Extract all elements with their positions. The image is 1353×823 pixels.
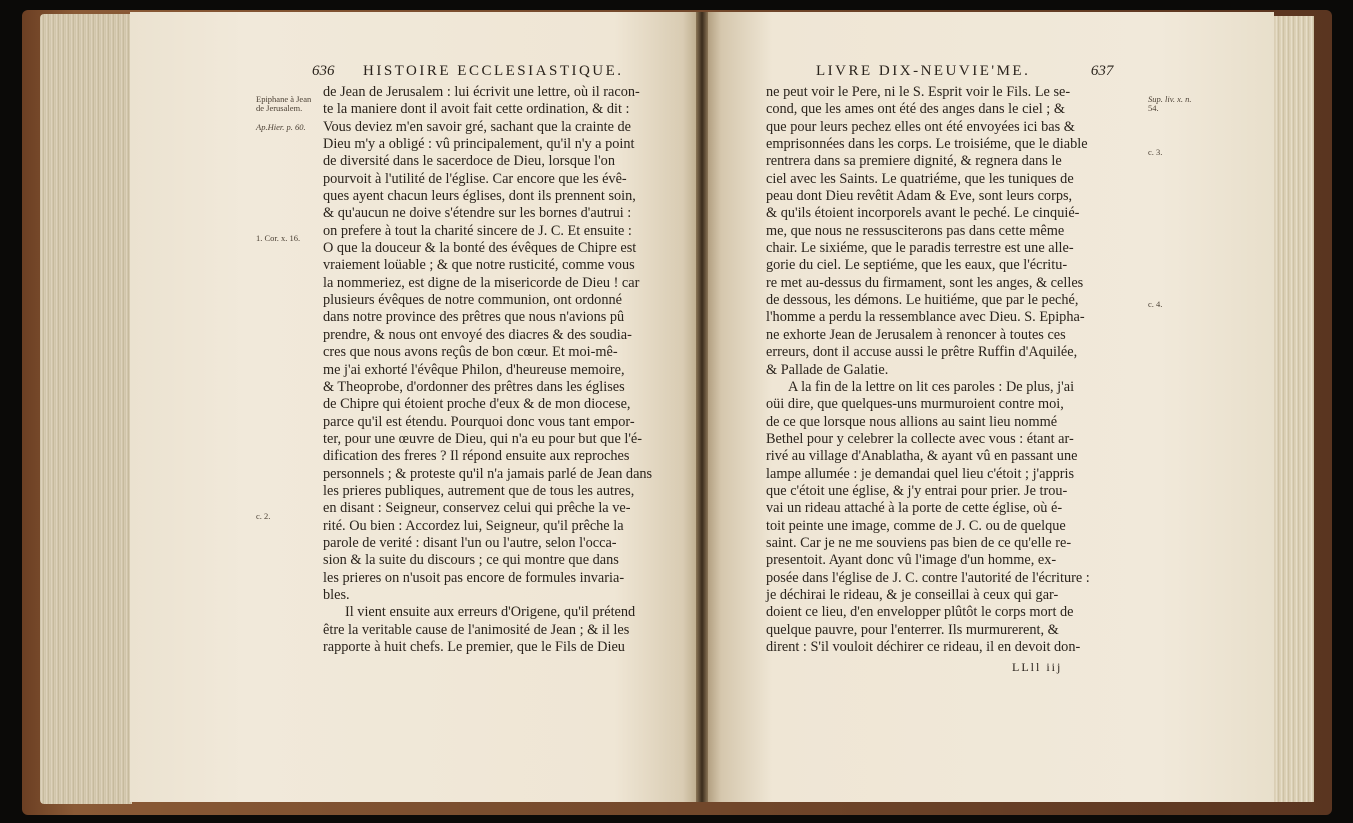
left-body-text bbox=[323, 84, 693, 656]
right-running-head bbox=[816, 63, 1113, 80]
text-line: parce qu'il est étendu. Pourquoi donc vous tant empor- bbox=[323, 413, 635, 430]
text-line: de dessous, les démons. Le huitiéme, que par le peché, bbox=[766, 292, 1079, 309]
margin-note: de Jerusalem. bbox=[256, 103, 303, 113]
text-line: les prieres publiques, autrement que de tous les autres, bbox=[323, 482, 635, 499]
text-line: vai un rideau attaché à la porte de cette église, où é- bbox=[766, 500, 1063, 517]
text-line: presentoit. Ayant donc vû l'image d'un homme, ex- bbox=[766, 552, 1057, 569]
text-line: pourvoit à l'utilité de l'église. Car encore que les évê- bbox=[323, 170, 627, 187]
text-line: que c'étoit une église, & j'y entrai pour prier. Je trou- bbox=[766, 482, 1068, 499]
text-line: & qu'aucun ne doive s'étendre sur les bornes d'autrui : bbox=[323, 205, 632, 222]
text-line: lampe allumée : je demandai quel lieu c'étoit ; j'appris bbox=[766, 465, 1075, 482]
signature-mark: LLll iij bbox=[1012, 660, 1063, 674]
text-line: doient ce lieu, d'en envelopper plûtôt le corps mort de bbox=[766, 604, 1074, 621]
margin-note: 54. bbox=[1148, 103, 1159, 113]
text-line: erreurs, dont il accuse aussi le prêtre Ruffin d'Aquilée, bbox=[766, 344, 1078, 361]
text-line: Il vient ensuite aux erreurs d'Origene, qu'il prétend bbox=[345, 604, 636, 621]
text-line: & Theoprobe, d'ordonner des prêtres dans les églises bbox=[323, 378, 625, 395]
text-line: ter, pour une œuvre de Dieu, qui n'a eu pour but que l'é- bbox=[323, 430, 643, 447]
text-line: re met au-dessus du firmament, sont les anges, & celles bbox=[766, 274, 1084, 291]
margin-note: Sup. liv. x. n. bbox=[1148, 94, 1192, 104]
text-line: emprisonnées dans les corps. Le troisiéme, que le diable bbox=[766, 136, 1088, 153]
text-line: peau dont Dieu revêtit Adam & Eve, sont leurs corps, bbox=[766, 188, 1073, 205]
text-line: Vous deviez m'en savoir gré, sachant que la crainte de bbox=[323, 118, 631, 135]
text-line: parole de verité : disant l'un ou l'autre, selon l'occa- bbox=[323, 534, 617, 551]
text-line: plusieurs évêques de notre communion, ont ordonné bbox=[323, 292, 622, 309]
text-line: O que la douceur & la bonté des évêques de Chipre est bbox=[323, 240, 637, 257]
margin-note: c. 3. bbox=[1148, 147, 1163, 157]
text-line: dans notre province des prêtres que nous n'avions pû bbox=[323, 309, 625, 326]
text-line: je déchirai le rideau, & je conseillai à ceux qui gar- bbox=[766, 586, 1059, 603]
text-line: oüi dire, que quelques-uns murmuroient contre moi, bbox=[766, 396, 1064, 413]
right-page-number: 637 bbox=[1090, 63, 1114, 79]
text-line: ciel avec les Saints. Le quatriéme, que les tuniques de bbox=[766, 170, 1074, 187]
text-line: sion & la suite du discours ; ce qui montre que dans bbox=[323, 552, 619, 569]
margin-note: 1. Cor. x. 16. bbox=[256, 233, 301, 243]
text-line: & Pallade de Galatie. bbox=[766, 361, 889, 378]
text-line: posée dans l'église de J. C. contre l'autorité de l'écriture : bbox=[766, 569, 1090, 586]
text-line: les prieres on n'usoit pas encore de formules invaria- bbox=[323, 569, 625, 586]
text-line: que pour leurs pechez elles ont été envoyées ici bas & bbox=[766, 118, 1075, 135]
text-line: rapporte à huit chefs. Le premier, que le Fils de Dieu bbox=[323, 639, 625, 655]
text-line: cond, que les ames ont été des anges dans le ciel ; & bbox=[766, 101, 1065, 118]
left-running-title: HISTOIRE ECCLESIASTIQUE. bbox=[363, 63, 624, 79]
text-line: & qu'ils étoient incorporels avant le peché. Le cinquié- bbox=[766, 205, 1080, 222]
margin-note: Ap.Hier. p. 60. bbox=[256, 122, 306, 132]
margin-note: Epiphane à Jean bbox=[256, 94, 312, 104]
text-line: rentrera dans sa premiere dignité, & regnera dans le bbox=[766, 153, 1062, 170]
right-body-text bbox=[766, 84, 1141, 656]
text-line: me j'ai exhorté l'évêque Philon, d'heureuse memoire, bbox=[323, 361, 625, 378]
text-line: vraiement loüable ; & que notre rusticité, comme vous bbox=[323, 257, 635, 274]
text-line: de Jean de Jerusalem : lui écrivit une lettre, où il racon- bbox=[323, 84, 640, 100]
text-line: rivé au village d'Anablatha, & ayant vû en passant une bbox=[766, 448, 1078, 465]
right-running-title: LIVRE DIX-NEUVIE'ME. bbox=[816, 63, 1031, 79]
text-line: Dieu m'y a obligé : vû principalement, qu'il n'y a point bbox=[323, 136, 635, 153]
text-line: de ce que lorsque nous allions au saint lieu nommé bbox=[766, 413, 1058, 430]
text-line: bles. bbox=[323, 586, 350, 603]
page-edges-right bbox=[1270, 16, 1314, 802]
page-edges-left bbox=[40, 14, 132, 804]
left-page-number: 636 bbox=[312, 63, 335, 79]
text-line: cres que nous avons reçûs de bon cœur. Et moi-mê- bbox=[323, 344, 618, 361]
text-line: rité. Ou bien : Accordez lui, Seigneur, qu'il prêche la bbox=[323, 517, 624, 534]
text-line: ques ayent chacun leurs églises, dont ils prennent soin, bbox=[323, 188, 636, 205]
text-line: te la maniere dont il avoit fait cette ordination, & dit : bbox=[323, 101, 630, 118]
text-line: on prefere à tout la charité sincere de J. C. Et ensuite : bbox=[323, 222, 632, 239]
text-line: la nommeriez, est digne de la misericorde de Dieu ! car bbox=[323, 274, 640, 291]
text-line: quelque pauvre, pour l'enterrer. Ils murmurerent, & bbox=[766, 621, 1059, 638]
margin-note: c. 4. bbox=[1148, 299, 1163, 309]
text-line: dirent : S'il vouloit déchirer ce rideau, il en devoit don- bbox=[766, 639, 1081, 655]
text-line: ne exhorte Jean de Jerusalem à renoncer à toutes ces bbox=[766, 326, 1066, 343]
text-line: personnels ; & proteste qu'il n'a jamais parlé de Jean dans bbox=[323, 465, 653, 482]
text-line: prendre, & nous ont envoyé des diacres & des soudia- bbox=[323, 326, 632, 343]
text-line: gorie du ciel. Le septiéme, que les eaux, que l'écritu- bbox=[766, 257, 1068, 274]
text-line: me, que nous ne ressusciterons pas dans cette même bbox=[766, 222, 1065, 239]
left-running-head bbox=[312, 63, 624, 80]
text-line: chair. Le sixiéme, que le paradis terrestre est une alle- bbox=[766, 240, 1074, 257]
text-line: l'homme a perdu la ressemblance avec Dieu. S. Epipha- bbox=[766, 309, 1085, 326]
text-line: toit peinte une image, comme de J. C. ou de quelque bbox=[766, 517, 1066, 534]
text-line: de diversité dans le sacerdoce de Dieu, lorsque l'on bbox=[323, 153, 615, 170]
text-line: dification des freres ? Il répond ensuite aux reproches bbox=[323, 448, 630, 465]
text-line: ne peut voir le Pere, ni le S. Esprit voir le Fils. Le se- bbox=[766, 84, 1071, 100]
text-line: Bethel pour y celebrer la collecte avec vous : étant ar- bbox=[766, 430, 1074, 447]
text-line: saint. Car je ne me souviens pas bien de ce qu'elle re- bbox=[766, 534, 1072, 551]
text-line: de Chipre qui étoient proche d'eux & de mon diocese, bbox=[323, 396, 631, 413]
text-line: A la fin de la lettre on lit ces paroles : De plus, j'ai bbox=[788, 378, 1075, 395]
text-line: être la veritable cause de l'animosité de Jean ; & il les bbox=[323, 621, 630, 638]
book-gutter bbox=[696, 12, 708, 802]
margin-note: c. 2. bbox=[256, 511, 271, 521]
text-line: en disant : Seigneur, conservez celui qui prêche la ve- bbox=[323, 500, 631, 517]
